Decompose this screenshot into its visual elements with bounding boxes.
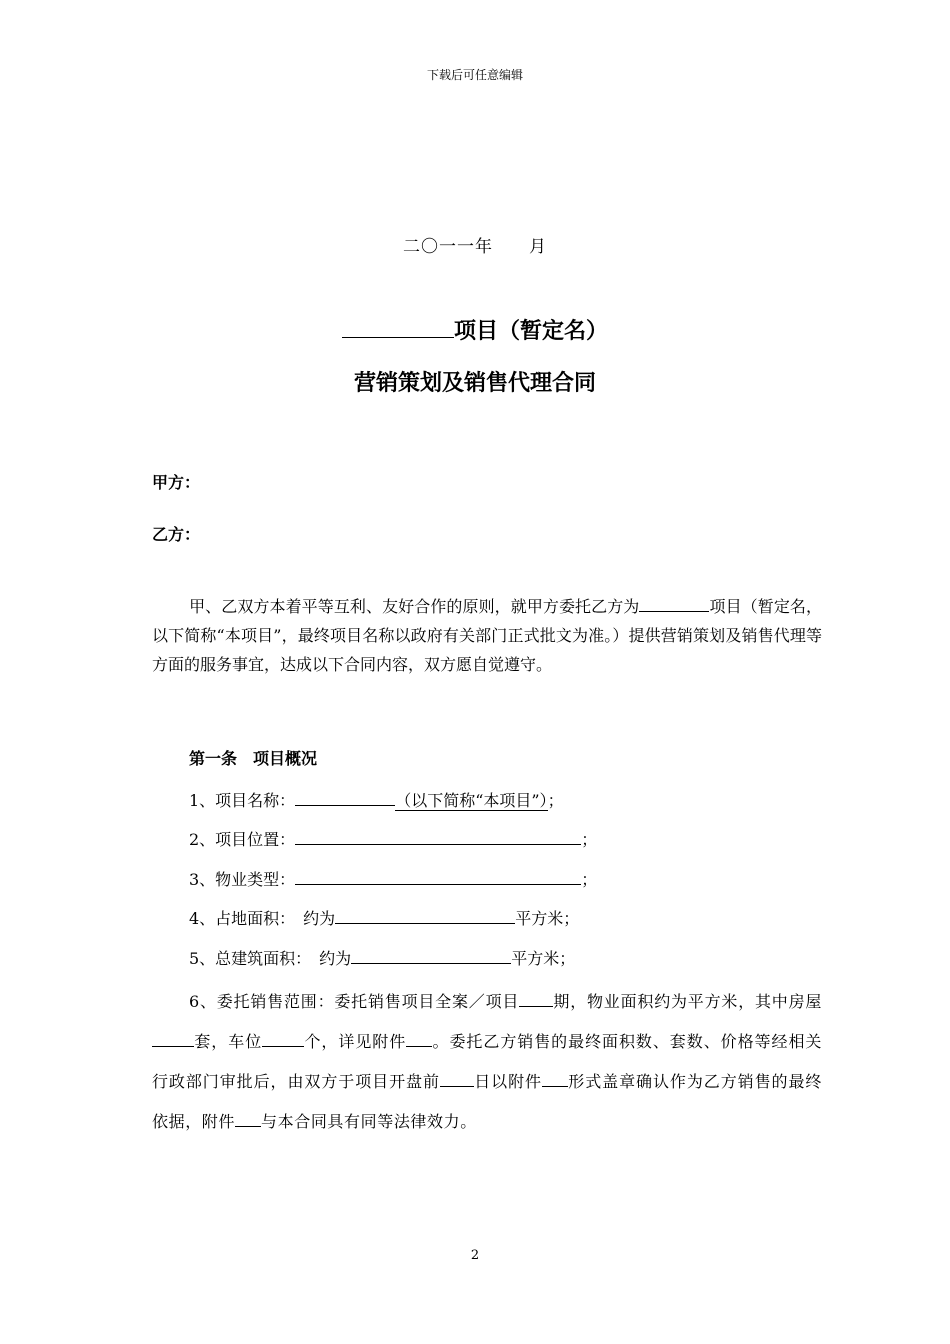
attachment-blank-1 <box>406 1029 432 1047</box>
item6-text3: 套，车位 <box>194 1032 263 1051</box>
item1-label: 1、项目名称： <box>189 791 296 810</box>
item4-label: 4、占地面积： 约为 <box>189 909 336 928</box>
item5-label: 5、总建筑面积： 约为 <box>189 949 352 968</box>
item5-end: 平方米； <box>511 949 576 968</box>
item-land-area <box>189 906 579 929</box>
party-b-label: 乙方： <box>152 525 201 544</box>
item4-blank <box>335 906 515 924</box>
item-property-type <box>189 867 597 890</box>
item6-text4: 个，详见附件 <box>304 1032 407 1051</box>
item1-blank <box>295 788 395 806</box>
item6-text5: 。委托乙方销售的最终面积数、套数、价格等经相关行政部门审批后，由双方于项目开盘前 <box>152 1032 822 1091</box>
intro-paragraph <box>152 592 822 679</box>
parking-blank <box>262 1029 304 1047</box>
section1-title: 第一条 项目概况 <box>189 749 318 768</box>
project-name-blank <box>342 317 454 338</box>
item6-text1: 6、委托销售范围：委托销售项目全案／项目 <box>189 992 520 1011</box>
attachment-blank-2 <box>542 1069 568 1087</box>
item2-label: 2、项目位置： <box>189 830 296 849</box>
item2-end: ； <box>581 830 598 849</box>
item6-text7: 形式盖章确认作为乙方销售的最终依据，附件 <box>152 1072 822 1131</box>
item3-end: ； <box>581 870 598 889</box>
party-a-label: 甲方： <box>152 473 201 492</box>
intro-part2: 项目（暂定名，以下简称“本项目”，最终项目名称以政府有关部门正式批文为准。）提供营销策划及销售代理等方面的服务事宜，达成以下合同内容，双方愿自觉遵守。 <box>152 597 822 674</box>
intro-part1: 甲、乙双方本着平等互利、友好合作的原则，就甲方委托乙方为 <box>189 597 640 616</box>
contract-title-line2: 营销策划及销售代理合同 <box>353 371 596 396</box>
units-blank <box>152 1029 194 1047</box>
attachment-blank-3 <box>235 1109 261 1127</box>
intro-project-blank <box>639 594 709 612</box>
page-number: 2 <box>470 1248 480 1263</box>
item-sales-scope <box>152 982 822 1142</box>
days-blank <box>440 1069 474 1087</box>
item1-end: ； <box>547 791 564 810</box>
item6-text8: 与本合同具有同等法律效力。 <box>261 1112 477 1131</box>
item6-text6: 日以附件 <box>473 1072 542 1091</box>
item3-blank <box>295 867 581 885</box>
date-line: 二〇一一年 月 <box>403 237 547 257</box>
contract-title-line1 <box>0 314 950 345</box>
item-building-area <box>189 946 575 969</box>
item3-label: 3、物业类型： <box>189 870 296 889</box>
item1-underlined: （以下简称“本项目”） <box>395 791 548 810</box>
item2-blank <box>295 827 581 845</box>
item4-end: 平方米； <box>515 909 580 928</box>
header-note: 下载后可任意编辑 <box>426 68 523 82</box>
title-line1-suffix: 项目（暂定名） <box>453 319 608 344</box>
item5-blank <box>351 946 511 964</box>
item-project-location <box>189 827 597 850</box>
phase-blank <box>519 989 553 1007</box>
item6-text2: 期，物业面积约为平方米，其中房屋 <box>553 992 822 1011</box>
item-project-name <box>189 788 564 811</box>
